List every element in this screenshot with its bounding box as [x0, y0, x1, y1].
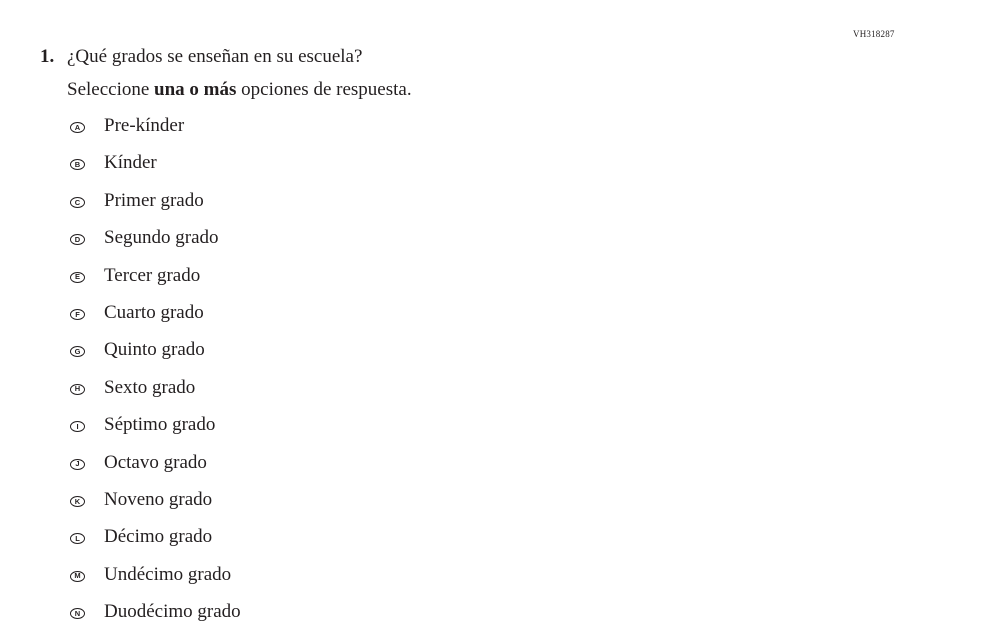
option-label: Pre-kínder — [104, 115, 185, 136]
bubble-h-icon[interactable]: H — [70, 384, 85, 395]
option-h[interactable] — [70, 376, 241, 413]
bubble-a-icon[interactable]: A — [70, 122, 85, 133]
bubble-g-icon[interactable]: G — [70, 346, 85, 357]
instruction-text — [67, 78, 412, 102]
option-label: Octavo grado — [104, 451, 207, 473]
instruction-text-end: opciones de respuesta. — [236, 79, 412, 100]
option-c[interactable] — [70, 189, 241, 226]
option-j[interactable] — [70, 451, 241, 488]
option-f[interactable] — [70, 301, 241, 338]
question-text: ¿Qué grados se enseñan en su escuela? — [67, 46, 363, 67]
instruction-text-start: Seleccione — [67, 79, 155, 100]
option-l[interactable] — [70, 525, 241, 562]
option-k[interactable] — [70, 488, 241, 525]
option-b[interactable] — [70, 151, 241, 188]
bubble-e-icon[interactable]: E — [70, 272, 85, 283]
option-label: Quinto grado — [104, 339, 205, 361]
item-code: VH318287 — [853, 29, 895, 39]
option-i[interactable] — [70, 413, 241, 450]
bubble-f-icon[interactable]: F — [70, 309, 85, 320]
question-number: 1. — [40, 46, 55, 67]
bubble-j-icon[interactable]: J — [70, 459, 85, 470]
option-label: Undécimo grado — [104, 563, 232, 585]
option-e[interactable] — [70, 264, 241, 301]
bubble-n-icon[interactable]: N — [70, 608, 85, 619]
option-label: Segundo grado — [104, 227, 219, 249]
bubble-k-icon[interactable]: K — [70, 496, 85, 507]
option-g[interactable] — [70, 338, 241, 375]
option-label: Décimo grado — [104, 526, 213, 548]
bubble-c-icon[interactable]: C — [70, 197, 85, 208]
option-d[interactable] — [70, 226, 241, 263]
option-label: Sexto grado — [104, 376, 196, 398]
option-label: Primer grado — [104, 189, 204, 211]
option-a[interactable] — [70, 114, 241, 151]
bubble-m-icon[interactable]: M — [70, 571, 85, 582]
option-label: Tercer grado — [104, 264, 201, 286]
option-label: Cuarto grado — [104, 301, 204, 323]
bubble-d-icon[interactable]: D — [70, 234, 85, 245]
instruction-text-bold: una o más — [154, 79, 237, 100]
option-label: Duodécimo grado — [104, 601, 241, 623]
answer-options-list — [70, 114, 241, 637]
bubble-b-icon[interactable]: B — [70, 159, 85, 170]
bubble-l-icon[interactable]: L — [70, 533, 85, 544]
option-label: Kínder — [104, 152, 157, 174]
option-m[interactable] — [70, 563, 241, 600]
option-label: Noveno grado — [104, 488, 213, 510]
bubble-i-icon[interactable]: I — [70, 421, 85, 432]
option-label: Séptimo grado — [104, 414, 216, 436]
option-n[interactable] — [70, 600, 241, 637]
